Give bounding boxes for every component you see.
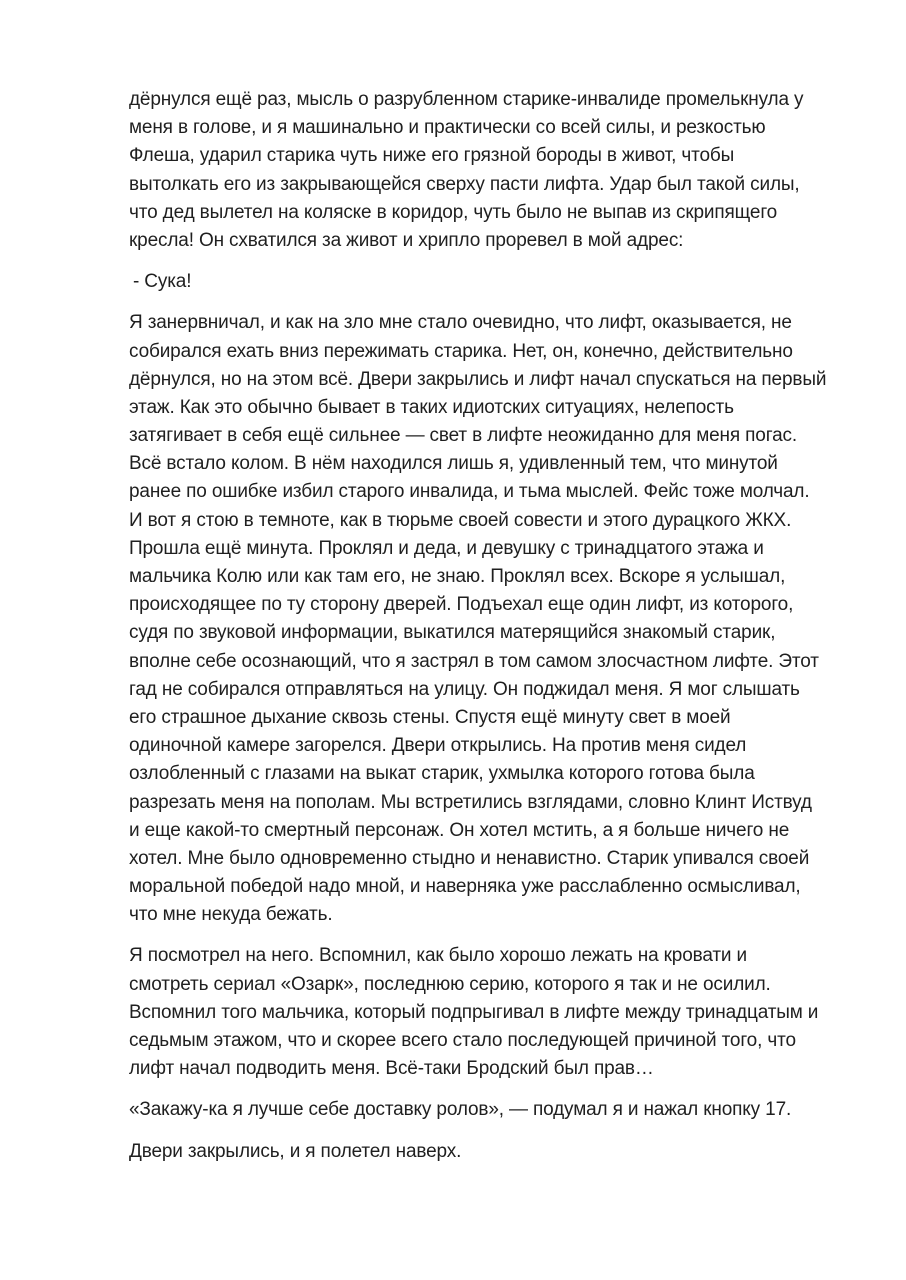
text-line: происходящее по ту сторону дверей. Подъехал еще один лифт, из которого, <box>129 594 794 616</box>
text-line: моральной победой надо мной, и наверняка уже расслабленно осмысливал, <box>129 876 801 898</box>
text-line: седьмым этажом, что и скорее всего стало последующей причиной того, что <box>129 1030 796 1051</box>
text-line: его страшное дыхание сквозь стены. Спустя ещё минуту свет в моей <box>129 706 731 728</box>
paragraph-3 <box>129 309 859 929</box>
text-line: меня в голове, и я машинально и практически со всей силы, и резкостью <box>129 117 766 139</box>
text-line: и еще какой-то смертный персонаж. Он хотел мстить, а я больше ничего не <box>129 819 790 841</box>
text-line: дёрнулся ещё раз, мысль о разрубленном старике-инвалиде промелькнула у <box>129 89 804 110</box>
paragraph-6-final <box>129 1138 859 1166</box>
paragraph-2-dialogue <box>129 268 859 296</box>
text-line: вполне себе осознающий, что я застрял в том самом злосчастном лифте. Этот <box>129 650 819 672</box>
text-line: этаж. Как это обычно бывает в таких идиотских ситуациях, нелепость <box>129 396 734 418</box>
text-line: вытолкать его из закрывающейся сверху пасти лифта. Удар был такой силы, <box>129 173 800 195</box>
text-line: что мне некуда бежать. <box>129 904 333 926</box>
text-line: Вспомнил того мальчика, который подпрыгивал в лифте между тринадцатым и <box>129 1001 819 1023</box>
document-page <box>129 86 859 1179</box>
text-line: судя по звуковой информации, выкатился матерящийся знакомый старик, <box>129 622 776 644</box>
text-line: гад не собирался отправляться на улицу. Он поджидал меня. Я мог слышать <box>129 678 800 700</box>
paragraph-4 <box>129 942 859 1083</box>
text-line: мальчика Колю или как там его, не знаю. Проклял всех. Вскоре я услышал, <box>129 566 786 587</box>
text-line: Я посмотрел на него. Вспомнил, как было хорошо лежать на кровати и <box>129 945 747 967</box>
paragraph-1 <box>129 86 859 255</box>
text-line: разрезать меня на пополам. Мы встретились взглядами, словно Клинт Иствуд <box>129 791 812 813</box>
text-line: Двери закрылись, и я полетел наверх. <box>129 1140 462 1162</box>
text-line: кресла! Он схватился за живот и хрипло проревел в мой адрес: <box>129 229 684 251</box>
text-line: Флеша, ударил старика чуть ниже его грязной бороды в живот, чтобы <box>129 145 735 167</box>
text-line: Я занервничал, и как на зло мне стало очевидно, что лифт, оказывается, не <box>129 312 792 334</box>
text-line: лифт начал подводить меня. Всё-таки Бродский был прав… <box>129 1058 654 1080</box>
text-line: собирался ехать вниз пережимать старика. Нет, он, конечно, действительно <box>129 340 793 362</box>
text-line: дёрнулся, но на этом всё. Двери закрылись и лифт начал спускаться на первый <box>129 368 827 390</box>
paragraph-5-quote <box>129 1096 859 1124</box>
text-line: Всё встало колом. В нём находился лишь я, удивленный тем, что минутой <box>129 453 778 475</box>
text-line: одиночной камере загорелся. Двери открылись. На против меня сидел <box>129 735 747 757</box>
text-line: смотреть сериал «Озарк», последнюю серию, которого я так и не осилил. <box>129 973 771 995</box>
text-line: что дед вылетел на коляске в коридор, чуть было не выпав из скрипящего <box>129 201 778 223</box>
text-line: затягивает в себя ещё сильнее — свет в лифте неожиданно для меня погас. <box>129 425 797 447</box>
text-line: И вот я стою в темноте, как в тюрьме своей совести и этого дурацкого ЖКХ. <box>129 509 792 531</box>
text-line: хотел. Мне было одновременно стыдно и ненавистно. Старик упивался своей <box>129 847 810 869</box>
text-line: Прошла ещё минута. Проклял и деда, и девушку с тринадцатого этажа и <box>129 537 764 559</box>
text-line: ранее по ошибке избил старого инвалида, и тьма мыслей. Фейс тоже молчал. <box>129 481 810 503</box>
quote-line: «Закажу-ка я лучше себе доставку ролов», — подумал я и нажал кнопку 17. <box>129 1099 792 1121</box>
text-line: озлобленный с глазами на выкат старик, ухмылка которого готова была <box>129 763 755 785</box>
dialogue-line: - Сука! <box>133 271 192 293</box>
